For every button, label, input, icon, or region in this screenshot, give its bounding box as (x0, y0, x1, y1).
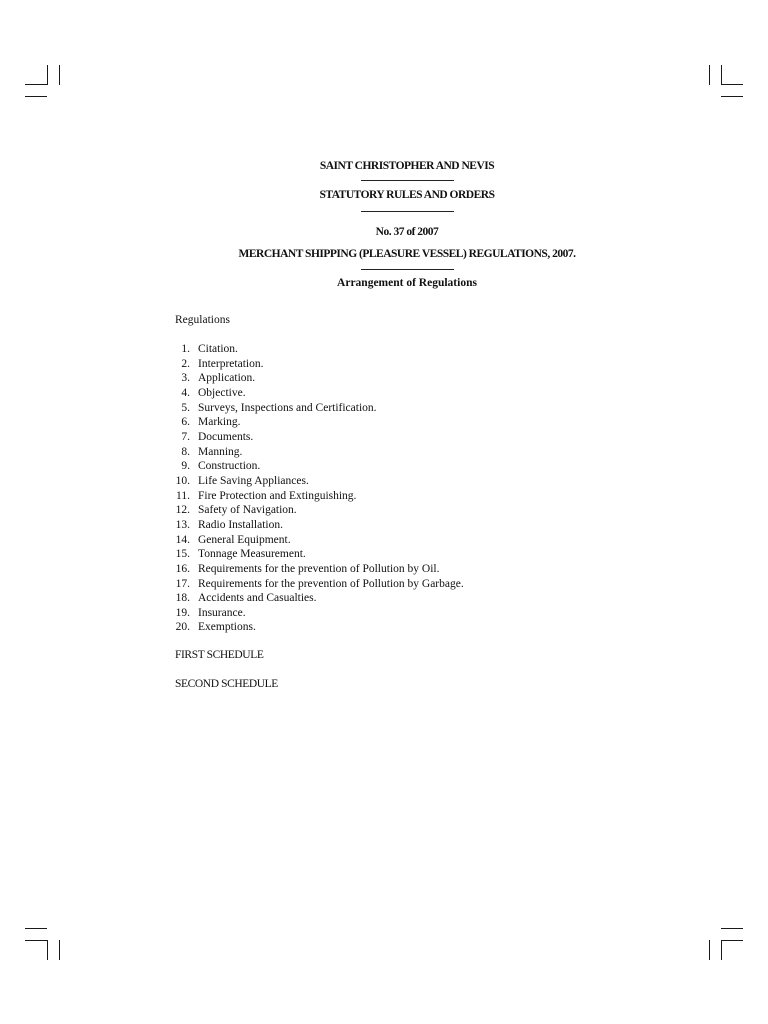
regulation-item (170, 430, 464, 445)
series-heading: STATUTORY RULES AND ORDERS (319, 189, 495, 201)
jurisdiction-heading: SAINT CHRISTOPHER AND NEVIS (319, 160, 495, 172)
crop-mark (721, 940, 743, 941)
regulation-number: 8. (181, 445, 190, 458)
regulation-item (170, 606, 464, 621)
first-schedule: FIRST SCHEDULE (175, 649, 264, 661)
crop-mark (721, 940, 722, 960)
regulation-title: Interpretation. (198, 357, 264, 370)
crop-mark (59, 65, 60, 85)
regulation-item (170, 503, 464, 518)
regulation-item (170, 577, 464, 592)
regulation-title: Documents. (198, 430, 254, 443)
regulation-number: 13. (175, 518, 190, 531)
arrangement-heading: Arrangement of Regulations (337, 277, 477, 289)
regulation-title: Tonnage Measurement. (198, 548, 306, 561)
regulation-title: Fire Protection and Extinguishing. (198, 489, 357, 502)
crop-mark (25, 928, 47, 929)
regulation-number: 15. (175, 548, 190, 561)
regulation-item (170, 474, 464, 489)
regulation-title: Manning. (198, 445, 243, 458)
regulation-number: 12. (175, 504, 190, 517)
regulation-title: Construction. (198, 460, 261, 473)
regulations-heading: Regulations (175, 314, 230, 326)
second-schedule: SECOND SCHEDULE (175, 678, 278, 690)
regulation-title: Citation. (198, 343, 238, 355)
regulation-item (170, 401, 464, 416)
regulation-item (170, 547, 464, 562)
regulation-title: Accidents and Casualties. (198, 592, 317, 605)
regulation-title: General Equipment. (198, 533, 291, 546)
regulation-title: Requirements for the prevention of Pollution by Garbage. (198, 577, 464, 590)
document-title: MERCHANT SHIPPING (PLEASURE VESSEL) REGULATIONS, 2007. (238, 248, 576, 260)
regulation-title: Radio Installation. (198, 518, 283, 531)
regulation-title: Insurance. (198, 606, 246, 619)
regulation-item (170, 489, 464, 504)
regulation-number: 4. (181, 386, 190, 399)
regulation-title: Safety of Navigation. (198, 504, 297, 517)
crop-mark (721, 928, 743, 929)
crop-mark (25, 96, 47, 97)
instrument-number: No. 37 of 2007 (375, 226, 439, 238)
regulation-item (170, 445, 464, 460)
regulation-number: 2. (181, 357, 190, 370)
crop-mark (709, 65, 710, 85)
regulation-item (170, 518, 464, 533)
regulation-title: Surveys, Inspections and Certification. (198, 401, 377, 414)
regulation-item (170, 459, 464, 474)
regulation-number: 1. (181, 343, 190, 355)
regulation-number: 5. (181, 401, 190, 414)
crop-mark (59, 940, 60, 960)
regulation-number: 14. (175, 533, 190, 546)
regulation-item (170, 357, 464, 372)
regulation-number: 19. (175, 606, 190, 619)
divider (361, 180, 454, 181)
crop-mark (721, 84, 743, 85)
regulations-list (170, 342, 464, 635)
divider (361, 211, 454, 212)
regulation-number: 9. (181, 460, 190, 473)
regulation-item (170, 371, 464, 386)
crop-mark (709, 940, 710, 960)
regulation-title: Objective. (198, 386, 246, 399)
regulation-number: 16. (175, 562, 190, 575)
crop-mark (721, 96, 743, 97)
regulation-title: Application. (198, 372, 256, 385)
regulation-title: Marking. (198, 416, 241, 429)
regulation-item (170, 591, 464, 606)
regulation-number: 7. (181, 430, 190, 443)
regulation-title: Exemptions. (198, 621, 256, 634)
crop-mark (47, 65, 48, 85)
regulation-number: 20. (175, 621, 190, 634)
regulation-number: 3. (181, 372, 190, 385)
regulation-item (170, 533, 464, 548)
regulation-number: 6. (181, 416, 190, 429)
regulation-item (170, 562, 464, 577)
crop-mark (25, 940, 47, 941)
divider (361, 269, 454, 270)
regulation-number: 11. (176, 489, 190, 502)
crop-mark (721, 65, 722, 85)
crop-mark (47, 940, 48, 960)
regulation-item (170, 415, 464, 430)
regulation-title: Requirements for the prevention of Pollution by Oil. (198, 562, 440, 575)
regulation-item (170, 386, 464, 401)
regulation-number: 18. (175, 592, 190, 605)
regulation-title: Life Saving Appliances. (198, 474, 309, 487)
regulation-item (170, 342, 464, 357)
crop-mark (25, 84, 47, 85)
regulation-number: 10. (175, 474, 190, 487)
regulation-number: 17. (175, 577, 190, 590)
regulation-item (170, 620, 464, 635)
